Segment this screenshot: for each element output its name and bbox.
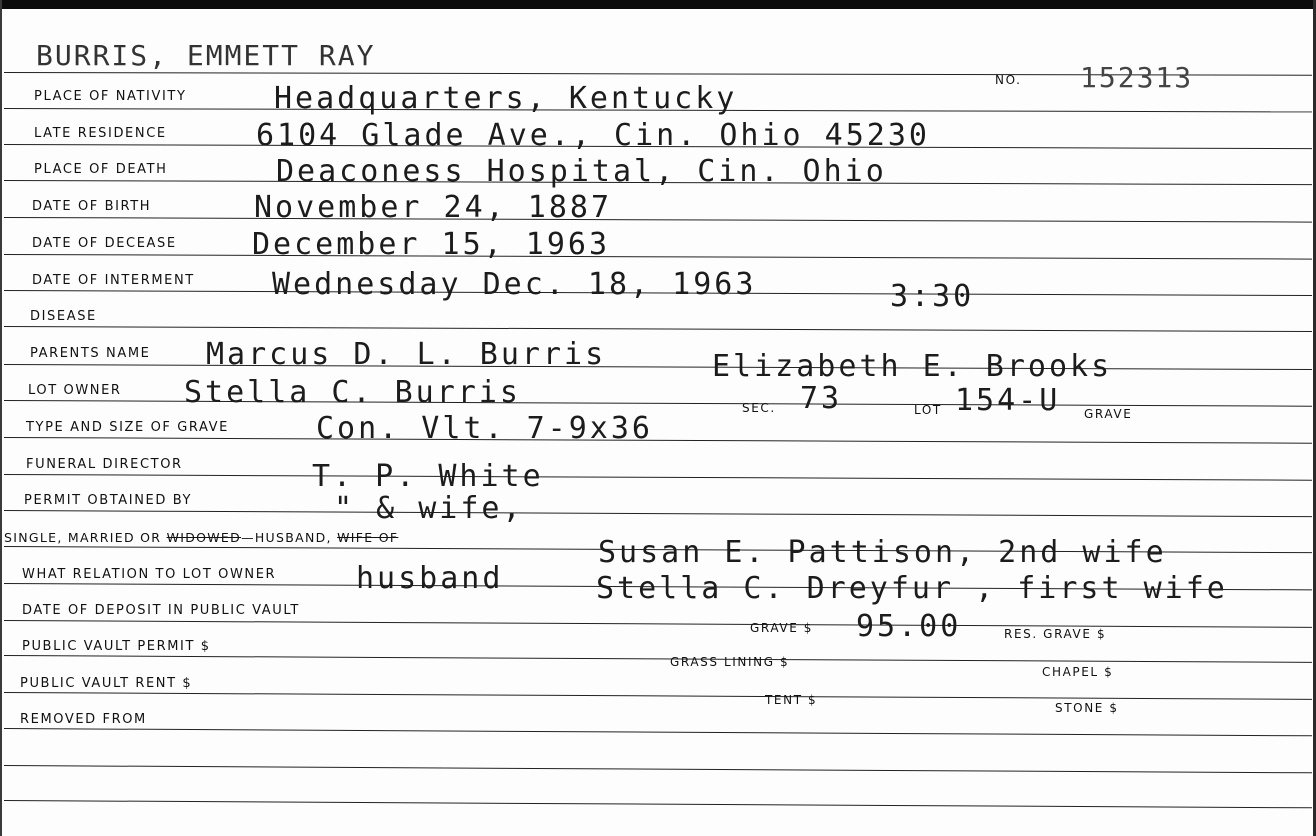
relation-label: WHAT RELATION TO LOT OWNER	[22, 567, 277, 582]
place-of-nativity-label: PLACE OF NATIVITY	[34, 89, 187, 104]
type-and-size-value: Con. Vlt. 7-9x36	[316, 411, 653, 446]
res-grave-fee-label: RES. GRAVE $	[1004, 627, 1107, 641]
place-of-death-value: Deaconess Hospital, Cin. Ohio	[276, 154, 887, 189]
funeral-director-value: T. P. White	[312, 459, 544, 494]
number-label: NO.	[995, 73, 1022, 87]
relation-value: husband	[356, 561, 504, 596]
grave-fee-label: GRAVE $	[750, 621, 814, 635]
section-label: SEC.	[742, 401, 776, 415]
parents-name-label: PARENTS NAME	[30, 346, 151, 361]
type-and-size-label: TYPE AND SIZE OF GRAVE	[26, 420, 229, 435]
rule-line	[4, 364, 1312, 370]
marital-status-label	[4, 532, 398, 545]
disease-label: DISEASE	[30, 309, 97, 324]
tent-label: TENT $	[765, 693, 818, 707]
rule-line	[4, 510, 1312, 517]
date-of-interment-label: DATE OF INTERMENT	[32, 273, 195, 288]
rule-line	[4, 692, 1312, 700]
grave-label: GRAVE	[1084, 407, 1133, 421]
rule-line	[4, 217, 1312, 223]
left-edge	[0, 0, 2, 836]
section-value: 73	[800, 381, 843, 416]
public-vault-permit-label: PUBLIC VAULT PERMIT $	[22, 639, 211, 654]
marital-mid: —HUSBAND,	[241, 530, 338, 545]
interment-time: 3:30	[890, 279, 975, 314]
record-number: 152313	[1080, 61, 1194, 94]
grave-fee-value: 95.00	[856, 609, 962, 644]
widowed-struck: WIDOWED	[166, 530, 242, 545]
date-of-decease-value: December 15, 1963	[252, 227, 611, 262]
place-of-death-label: PLACE OF DEATH	[34, 162, 168, 177]
date-of-birth-label: DATE OF BIRTH	[32, 199, 152, 214]
chapel-label: CHAPEL $	[1042, 665, 1114, 679]
lot-label: LOT	[914, 403, 942, 417]
rule-line	[4, 655, 1312, 663]
removed-from-label: REMOVED FROM	[20, 712, 147, 727]
relation-extra: Stella C. Dreyfur , first wife	[596, 571, 1228, 606]
lot-value: 154-U	[955, 383, 1061, 418]
wife-of-struck: WIFE OF	[337, 530, 399, 545]
permit-obtained-by-value: " & wife,	[334, 491, 524, 526]
date-of-deposit-label: DATE OF DEPOSIT IN PUBLIC VAULT	[22, 603, 300, 618]
stone-label: STONE $	[1055, 701, 1119, 715]
rule-line	[4, 254, 1312, 260]
father-name: Marcus D. L. Burris	[206, 337, 607, 372]
date-of-decease-label: DATE OF DECEASE	[32, 236, 177, 251]
late-residence-label: LATE RESIDENCE	[34, 126, 167, 141]
place-of-nativity-value: Headquarters, Kentucky	[274, 81, 738, 116]
top-edge	[0, 0, 1316, 9]
spouse-value: Susan E. Pattison, 2nd wife	[598, 535, 1167, 570]
rule-line	[4, 728, 1312, 736]
rule-line	[4, 474, 1312, 481]
lot-owner-label: LOT OWNER	[28, 383, 122, 398]
lot-owner-value: Stella C. Burris	[184, 375, 521, 410]
rule-line	[4, 437, 1312, 444]
mother-name: Elizabeth E. Brooks	[712, 349, 1113, 384]
date-of-birth-value: November 24, 1887	[254, 190, 613, 225]
rule-line	[4, 326, 1312, 332]
rule-line	[4, 620, 1312, 628]
rule-line	[4, 800, 1312, 808]
permit-obtained-by-label: PERMIT OBTAINED BY	[24, 493, 193, 508]
date-of-interment-value: Wednesday Dec. 18, 1963	[272, 267, 757, 302]
grass-lining-label: GRASS LINING $	[670, 655, 790, 669]
funeral-director-label: FUNERAL DIRECTOR	[26, 457, 183, 472]
decedent-name: BURRIS, EMMETT RAY	[36, 39, 376, 72]
marital-prefix: SINGLE, MARRIED OR	[4, 530, 167, 545]
late-residence-value: 6104 Glade Ave., Cin. Ohio 45230	[256, 118, 930, 153]
public-vault-rent-label: PUBLIC VAULT RENT $	[20, 676, 193, 691]
rule-line	[4, 765, 1312, 773]
